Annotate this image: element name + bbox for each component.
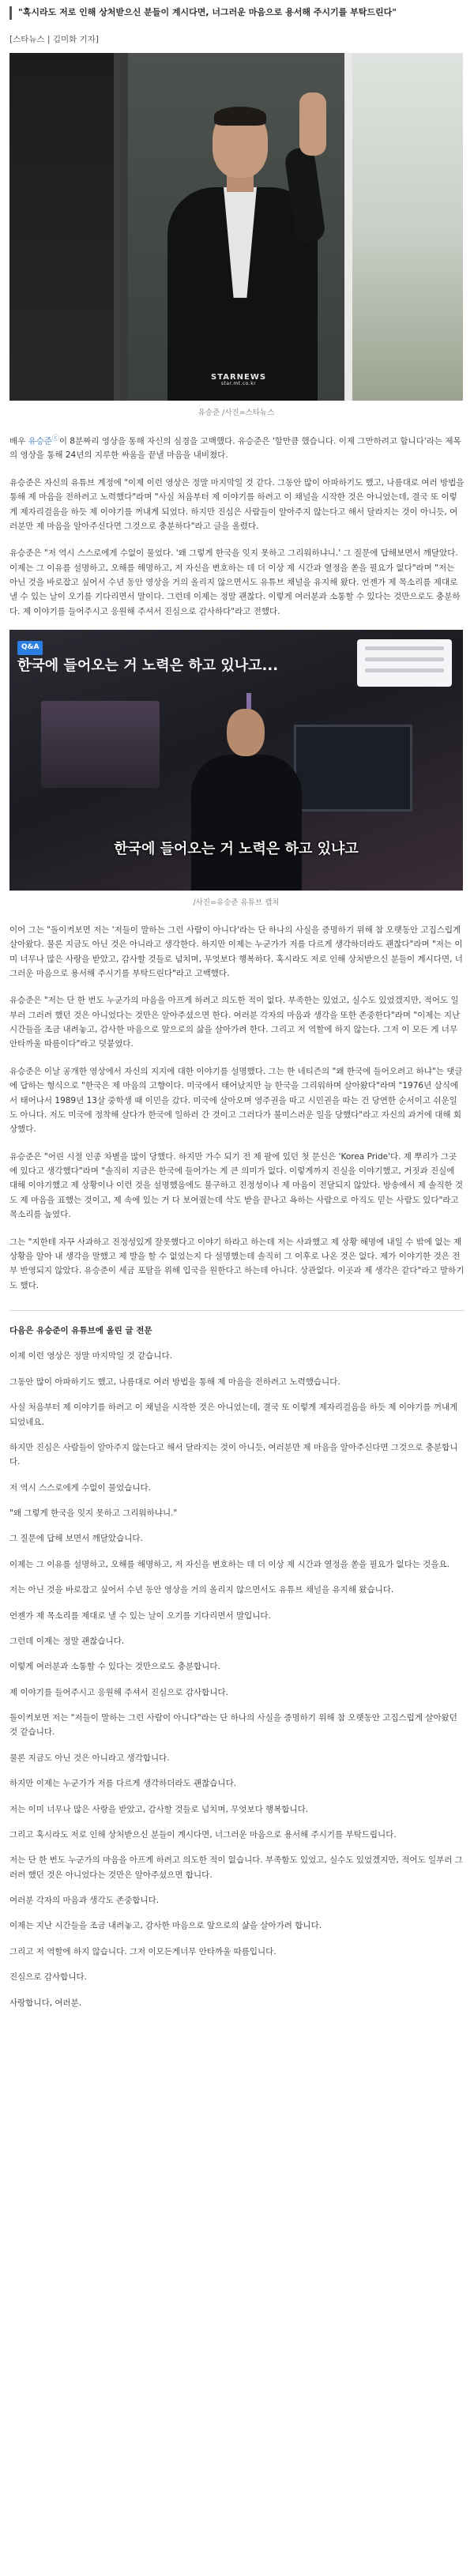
- full-text-letter: [9, 1349, 465, 2010]
- letter-line: 저 역시 스스로에게 수없이 물었습니다.: [9, 1482, 151, 1493]
- video-title-overlay: 한국에 들어오는 거 노력은 하고 있나고...: [17, 657, 279, 675]
- watermark-url: star.mt.co.kr: [220, 380, 257, 386]
- letter-line: 사실 처음부터 제 이야기를 하려고 이 채널을 시작한 것은 아니었는데, 결국 또 이렇게 제자리걸음을 하듯 제 이야기를 꺼내게 되었네요.: [9, 1403, 458, 1427]
- photo-figure-1: [9, 53, 463, 420]
- letter-line: 제 이야기를 들어주시고 응원해 주셔서 진심으로 감사합니다.: [9, 1687, 228, 1697]
- letter-line: 진심으로 감사합니다.: [9, 1972, 87, 1983]
- letter-line: 이제는 지난 시간들을 조금 내려놓고, 감사한 마음으로 앞으로의 삶을 살아가려 합니다.: [9, 1921, 322, 1931]
- person-hair: [214, 107, 266, 126]
- letter-line: 이제 이런 영상은 정말 마지막일 것 같습니다.: [9, 1351, 172, 1361]
- article-headline: [9, 6, 465, 20]
- letter-line: 사랑합니다, 여러분.: [9, 1998, 82, 2008]
- video-person: [191, 709, 302, 891]
- body-paragraph: 유승준은 "저 역시 스스로에게 수없이 물었다. '왜 그렇게 한국을 잊지 못하고 그리워하냐니.' 그 질문에 답해보면서 깨달았다. 이제는 그 이유를 설명하고, 오해를 해명하고, 저 자신을 변호하는 데 더 이상 제 시간과 열정을 쏟을 필요가 없다"라며 "저는 아닌 것을 바로잡고 싶어서 수년 동안 영상을 거의 올리지 않으면서도 유튜브 채널을 유지해 왔다. 언젠가 제 목소리를 제대로 낼 수 있는 날이 오기를 기다리면서 말이다. 그런데 이제는 정말 괜찮다. 이렇게 여러분과 소통할 수 있다는 것만으로도 충분하다. 제 이야기를 들어주시고 응원해 주셔서 진심으로 감사하다"라고 전했다.: [9, 548, 461, 616]
- person-link[interactable]: 유승준: [28, 436, 53, 446]
- letter-line: 언젠가 제 목소리를 제대로 낼 수 있는 날이 오기를 기다리면서 말입니다.: [9, 1610, 271, 1621]
- letter-line: 그 질문에 답해 보면서 깨달았습니다.: [9, 1534, 143, 1544]
- video-figure: [9, 630, 463, 910]
- background-monitor: [294, 725, 412, 812]
- qa-badge: Q&A: [17, 641, 43, 655]
- body-paragraph: 그는 "지한테 자꾸 사과하고 진정성있게 잘못했다고 이야기 하라고 하는데 저는 사과했고 제 상황 해명에 내일 수 밖에 없는 제 상황을 알아 내 생각을 말했고 제 발을 할 수 없었는지 다 설명했는데 솔직히 그 이후로 나온 것은 없다. 제가 이야기한 것은 전부 반영되지 않았다. 유승준이 세금 포탈을 위해 입국을 원한다고 하는데 아니다. 상관없다. 이곳과 제 생각은 같다"라고 말하기도 했다.: [9, 1237, 465, 1290]
- body-paragraph: 유승준은 "저는 단 한 번도 누군가의 마음을 아프게 하려고 의도한 적이 없다. 부족한는 있었고, 실수도 있었겠지만, 적어도 일부러 그러려 했던 것은 아니었다는 것만은 알아주셨으면 한다. 여러분 각자의 마음과 생각을 또한 존중한다"라며 "이제는 지난 시간들을 조금 내려놓고, 감사한 마음으로 앞으로의 삶을 살아가려 한다. 그리고 저 역할에 하지 않는다. 그저 이 모든 게 너무 안타까울 따름이다"라고 덧붙였다.: [9, 996, 461, 1049]
- letter-line: "왜 그렇게 한국을 잊지 못하고 그리워하냐니.": [9, 1508, 178, 1518]
- intro-before: 배우: [9, 436, 28, 446]
- video-capture[interactable]: [9, 630, 463, 891]
- letter-line: 저는 이미 너무나 많은 사랑을 받았고, 감사할 것들로 넘치며, 무엇보다 행복합니다.: [9, 1804, 309, 1814]
- video-person-body: [191, 755, 302, 891]
- comment-line: [365, 646, 444, 650]
- window-left-pane: [9, 53, 120, 401]
- intro-after: 이 8분짜리 영상을 통해 자신의 심경을 고백했다. 유승준은 '할만큼 했습니다. 이제 그만하려고 합니다'라는 제목의 영상을 통해 24년의 지루한 싸움을 끝낼 마음을 내비쳤다.: [9, 436, 461, 461]
- photo-caption-2: /사진=유승준 유튜브 캡처: [193, 898, 280, 908]
- photo-person: [164, 108, 322, 401]
- full-text-title: 다음은 유승준이 유튜브에 올린 글 전문: [9, 1326, 152, 1335]
- letter-line: 물론 지금도 아닌 것은 아니라고 생각합니다.: [9, 1753, 170, 1763]
- background-room: [41, 701, 160, 788]
- comment-line: [365, 668, 444, 672]
- letter-line: 저는 단 한 번도 누군가의 마음을 아프게 하려고 의도한 적이 없습니다. 부족함도 있었고, 실수도 있었겠지만, 적어도 일부러 그러려 했던 것은 아니었다는 것만은 알아주셨으면 합니다.: [9, 1855, 463, 1880]
- video-subtitle: 한국에 들어오는 거 노력은 하고 있냐고: [114, 841, 359, 858]
- headline-text: "혹시라도 저로 인해 상처받으신 분들이 계시다면, 너그러운 마음으로 용서해 주시기를 부탁드린다": [18, 7, 397, 17]
- body-paragraph: 유승준은 자신의 유튜브 계정에 "이제 이런 영상은 정말 마지막일 것 같다. 그동안 많이 아파하기도 했고, 나름대로 여러 방법을 통해 제 마음을 전하려고 노력했다"라며 "사실 처음부터 제 이야기를 하려고 이 채널을 시작한 것은 아니었는데, 결국 또 이렇게 제자리걸음을 하듯 제 이야기를 꺼내게 되었다. 하지만 진심은 사람들이 알아주지 않는다고 해서 달라지는 것이 아니듯, 여러분만 제 마음을 알아주신다면 그것으로 충분하다"라고 글을 올렸다.: [9, 477, 465, 531]
- letter-line: 하지만 이제는 누군가가 저를 다르게 생각하더라도 괜찮습니다.: [9, 1779, 237, 1789]
- letter-line: 이제는 그 이유를 설명하고, 오해를 해명하고, 저 자신을 변호하는 데 더 이상 제 시간과 열정을 쏟을 필요가 없다는 것을요.: [9, 1559, 450, 1569]
- letter-line: 여러분 각자의 마음과 생각도 존중합니다.: [9, 1896, 160, 1905]
- person-hand: [299, 92, 326, 156]
- photo-watermark: [211, 373, 266, 387]
- letter-line: 돌이켜보면 저는 "저들이 말하는 그런 사람이 아니다"라는 단 하나의 사실을 증명하기 위해 참 오랫동안 고집스럽게 살아왔던 것 같습니다.: [9, 1713, 457, 1738]
- body-paragraph: 이어 그는 "돌이켜보면 저는 '저들이 말하는 그런 사람이 아니다'라는 단 하나의 사실을 증명하기 위해 참 오랫동안 고집스럽게 살아왔다. 물론 지금도 아닌 것은 아니라고 생각한다. 하지만 이제는 누군가가 저를 다르게 생각하더라도 괜찮다"라며 "저는 이미 너무나 많은 사랑을 받았고, 감사할 것들로 넘치며, 무엇보다 행복하다. 혹시라도 저로 인해 상처받으신 분들이 계시다면, 너그러운 마음으로 용서해 주시기를 부탁드린다"라고 고백했다.: [9, 925, 463, 978]
- letter-line: 하지만 진심은 사람들이 알아주지 않는다고 해서 달라지는 것이 아니듯, 여러분만 제 마음을 알아주신다면 그것으로 충분합니다.: [9, 1442, 458, 1467]
- intro-paragraph: [9, 433, 465, 463]
- letter-line: 그동안 많이 아파하기도 했고, 나름대로 여러 방법을 통해 제 마음을 전하려고 노력했습니다.: [9, 1377, 340, 1387]
- letter-line: 저는 아닌 것을 바로잡고 싶어서 수년 동안 영상을 거의 올리지 않으면서도 유튜브 채널을 유지해 왔습니다.: [9, 1585, 394, 1595]
- person-link-badge: ⓒ: [52, 434, 59, 443]
- article-byline: [스타뉴스 | 김미화 기자]: [9, 34, 100, 44]
- body-paragraph: 유승준은 "어린 시절 인종 차별을 많이 당했다. 하지만 가수 되기 전 제 팔에 있던 첫 문신은 'Korea Pride'다. 제 뿌리가 그곳에 있다고 생각했다"라며 "솔직히 지금은 한국에 들어가는 게 큰 의미가 없다. 이렇게까지 진실을 이야기했고, 거짓과 진실에 대해 이야기했고 제 상황이나 이런 것을 설명했음에도 불구하고 진정성이나 제 마음이 전달되지 않았다. 방송에서 제 솔직한 것도 제 마음을 표했는 것이고, 제 속에 있는 거 다 보여줬는데 삭도 받을 끝나고 욕하는 사람으로 아직도 믿는 사람도 있다"라고 목소리를 높였다.: [9, 1151, 464, 1220]
- article-photo[interactable]: [9, 53, 463, 401]
- letter-line: 이렇게 여러분과 소통할 수 있다는 것만으로도 충분합니다.: [9, 1662, 220, 1672]
- watermark-logo: STARNEWS: [211, 372, 267, 382]
- window-right-pane: [344, 53, 463, 401]
- letter-line: 그리고 저 역할에 하지 않습니다. 그저 이모든게너무 안타까울 따름입니다.: [9, 1946, 276, 1956]
- body-paragraph: 유승준은 이날 공개한 영상에서 자신의 지지에 대한 이야기를 설명했다. 그는 한 네티즌의 "왜 한국에 들어오려고 하냐"는 댓글에 답하는 형식으로 "한국은 제 마음의 고향이다. 미국에서 태어났지만 늘 한국을 그리워하며 살아왔다"라며 "1976년 삼식에서 태어나서 1989년 13살 중학생 때 이민을 갔다. 미국에 살아오며 영주권을 따고 시민권을 따는 건 당연한 순서이고 쉬운일도 아니다. 저도 미국에 정착해 살다가 한국에 일하러 간 것이고 그러다가 불미스러운 일을 당했다"라고 자신의 과거에 대해 회상했다.: [9, 1066, 463, 1135]
- letter-line: 그런데 이제는 정말 괜찮습니다.: [9, 1636, 125, 1646]
- video-person-head: [227, 709, 265, 756]
- letter-line: 그리고 혹시라도 저로 인해 상처받으신 분들이 계시다면, 너그러운 마음으로 용서해 주시기를 부탁드립니다.: [9, 1829, 397, 1840]
- section-divider: [9, 1310, 465, 1311]
- comment-line: [365, 657, 444, 661]
- comment-card: [357, 639, 452, 687]
- photo-caption-1: 유승준 /사진=스타뉴스: [198, 408, 275, 417]
